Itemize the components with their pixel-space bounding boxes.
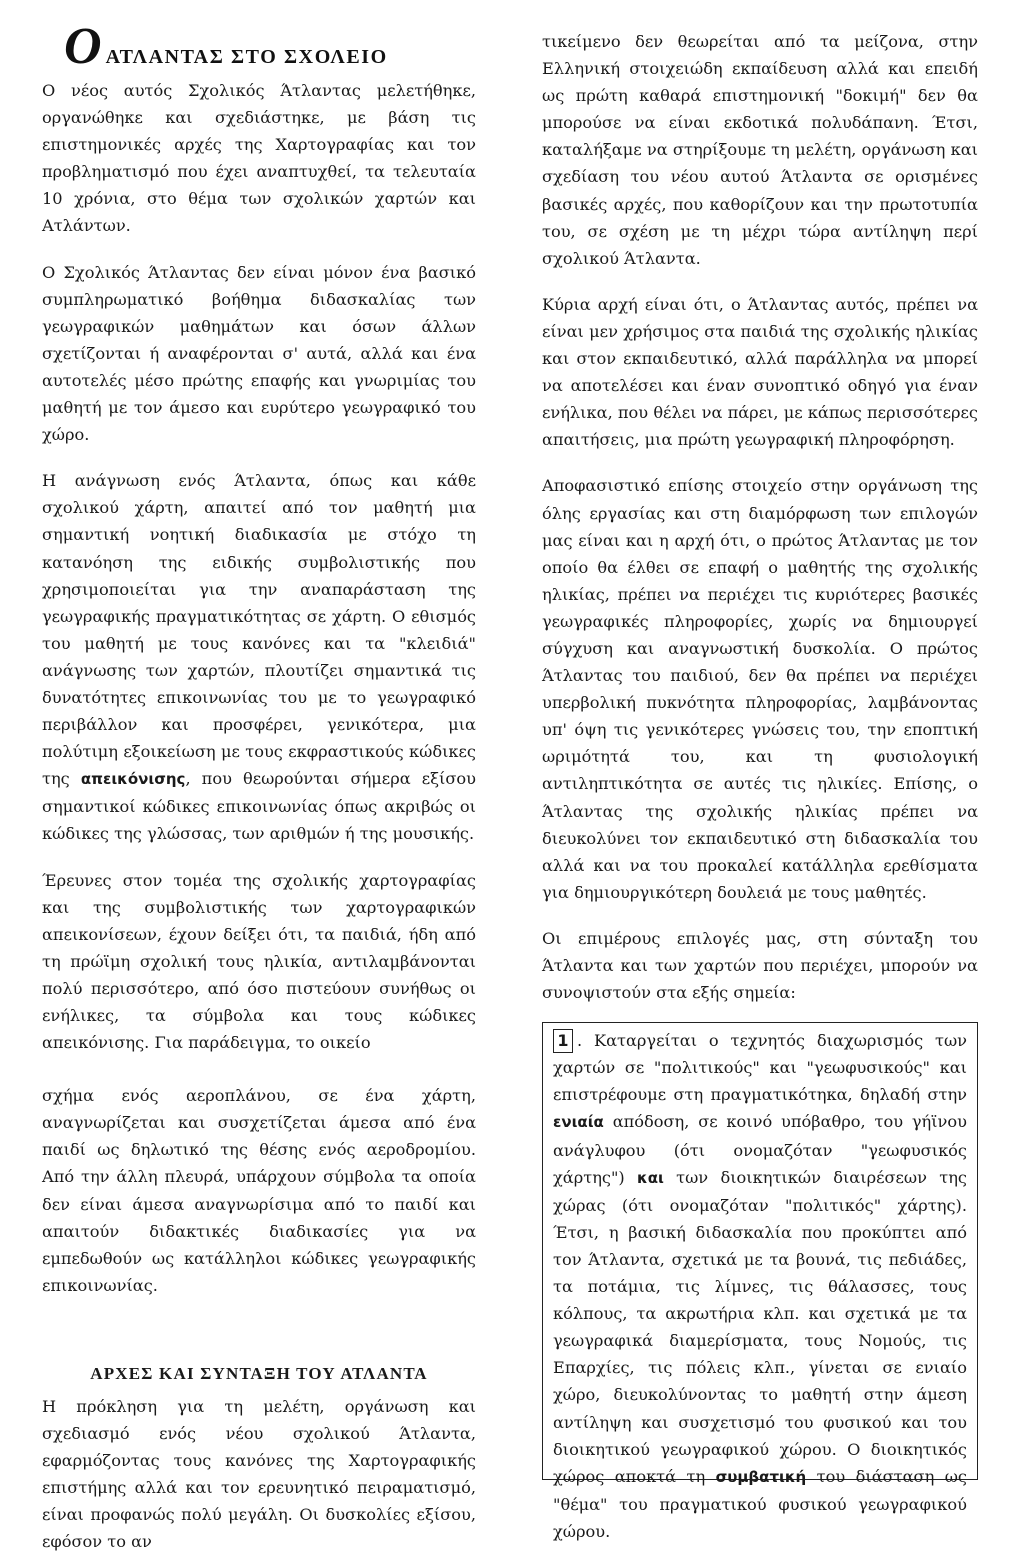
emphasis-apeikonisis: απεικόνισης <box>80 770 186 789</box>
left-column <box>42 0 476 1556</box>
point-1-part2: απόδοση, σε κοινό υπόβαθρο, του γήϊνου ανάγλυφου (ότι ονομαζόταν "γεωφυσικός χάρτης") <box>553 1112 967 1187</box>
emphasis-symvatiki: συμβατική <box>715 1467 807 1486</box>
paragraph-symbols: σχήμα ενός αεροπλάνου, σε ένα χάρτη, αναγνωρίζεται και συσχετίζεται άμεσα από ένα παιδί ως δηλωτικό της θέσης ενός αεροδρομίου. Από την άλλη πλευρά, υπάρχουν σύμβολα τα οποία δεν είναι άμεσα αναγνωρίσιμα από το παιδί και απαιτούν διδακτικές διαδικασίες για να εμπεδωθούν ως κατάλληλοι κώδικες γεωγραφικής επικοινωνίας. <box>42 1086 476 1295</box>
point-number-badge: 1 <box>553 1029 573 1053</box>
paragraph-research: Έρευνες στον τομέα της σχολικής χαρτογραφίας και της συμβολιστικής των χαρτογραφικών απεικονίσεων, έχουν δείξει ότι, τα παιδιά, ήδη από τη πρώϊμη σχολική τους ηλικία, αντιλαμβάνονται πολύ περισσότερο, από όσο πιστεύουν συνήθως οι ενήλικες, τα σύμβολα και τους κώδικες απεικόνισης. Για παράδειγμα, το οικείο <box>42 870 476 1053</box>
paragraph-main-principle: Κύρια αρχή είναι ότι, ο Άτλαντας αυτός, πρέπει να είναι μεν χρήσιμος στα παιδιά της σχολικής ηλικίας και στον εκπαιδευτικό, αλλά παράλληλα να μπορεί να αποτελέσει και έναν συνοπτικό οδηγό για έναν ενήλικα, που θέλει να πάρει, με κάπως περισσότερες απαιτήσεις, μια πρώτη γεωγραφική πληροφόρηση. <box>542 294 978 450</box>
paragraph-reading <box>42 467 476 847</box>
point-1-text <box>553 1027 967 1545</box>
point-1-part4: του διάσταση ως "θέμα" του πραγματικού φυσικού γεωγραφικού χώρου. <box>553 1466 967 1541</box>
point-1-part1: . Καταργείται ο τεχνητός διαχωρισμός των χαρτών σε "πολιτικούς" και "γεωφυσικούς" και επιστρέφουμε στη πραγματικότηκα, δηλαδή στην <box>553 1031 967 1105</box>
paragraph-reading-tail: , που θεωρούνται σήμερα εξίσου σημαντικοί κώδικες επικοινωνίας όπως ακριβώς οι κώδικες της γλώσσας, των αριθμών ή της μουσικής. <box>42 769 476 844</box>
paragraph-choices: Οι επιμέρους επιλογές μας, στη σύνταξη του Άτλαντα και των χαρτών που περιέχει, μπορούν να συνοψιστούν στα εξής σημεία: <box>542 928 978 1003</box>
paragraph-decisive-element: Αποφασιστικό επίσης στοιχείο στην οργάνωση της όλης εργασίας και στη διαμόρφωση των επιλογών μας είναι και η αρχή ότι, ο πρώτος Άτλαντας με τον οποίο θα έλθει σε επαφή ο μαθητής της σχολικής ηλικίας, πρέπει να περιέχει τις κυριότερες βασικές γεωγραφικές πληροφορίες, χωρίς να δημιουργεί σύγχυση και αναγνωστική δυσκολία. Ο πρώτος Άτλαντας του παιδιού, δεν θα πρέπει να περιέχει υπερβολική πυκνότητα πληροφορίας, λαμβάνοντας υπ' όψη τις γενικότερες γνώσεις του, την εποπτική ωριμότητά του, και τη φυσιολογική αντιληπτικότητα σε αυτές τις ηλικίες. Επίσης, ο Άτλαντας της σχολικής ηλικίας πρέπει να διευκολύνει τον εκπαιδευτικό στη διδασκαλία του αλλά και να του προκαλεί κατάλληλα ερεθίσματα για δημιουργικότερη δουλειά με τους μαθητές. <box>542 476 978 902</box>
emphasis-kai: και <box>637 1168 664 1187</box>
paragraph-purpose: Ο Σχολικός Άτλαντας δεν είναι μόνον ένα βασικό συμπληρωματικό βοήθημα διδασκαλίας των γεωγραφικών μαθημάτων και όσων άλλων σχετίζονται ή αναφέρονται σ' αυτά, αλλά και ένα αυτοτελές μέσο πρώτης επαφής και γνωριμίας του μαθητή με τον άμεσο και ευρύτερο γεωγραφικό του χώρο. <box>42 262 476 445</box>
paragraph-challenge: Η πρόκληση για τη μελέτη, οργάνωση και σχεδιασμό ενός νέου σχολικού Άτλαντα, εφαρμόζοντας τους κανόνες της Χαρτογραφικής επιστήμης αλλά και τον ερευνητικό πειραματισμό, είναι προφανώς πολύ μεγάλη. Οι δυσκολίες εξίσου, εφόσον το αν <box>42 1396 476 1552</box>
point-1-part3: των διοικητικών διαιρέσεων της χώρας (ότι ονομαζόταν "πολιτικός" χάρτης). Έτσι, η βασική διδασκαλία που προκύπτει από τον Άτλαντα, σχετικά με τα βουνά, τις πεδιάδες, τα ποτάμια, τις λίμνες, τις θάλασσες, τους κόλπους, τα ακρωτήρια κλπ. και σχετικά με τα γεωγραφικά διαμερίσματα, τους Νομούς, τις Επαρχίες, τις πόλεις κλπ., γίνεται σε ενιαίο χώρο, διευκολύνοντας το μαθητή στην άμεση αντίληψη και συσχετισμό του φυσικού και του διοικητικού γεωγραφικού χώρου. Ο διοικητικός χώρος αποκτά τη <box>553 1167 967 1486</box>
page-title <box>64 18 476 75</box>
emphasis-eniaia: ενιαία <box>553 1113 604 1132</box>
point-1-box <box>542 1022 978 1541</box>
title-text: ΑΤΛΑΝΤΑΣ ΣΤΟ ΣΧΟΛΕΙΟ <box>105 46 388 68</box>
right-column <box>542 0 978 1541</box>
paragraph-continuation: τικείμενο δεν θεωρείται από τα μείζονα, στην Ελληνική στοιχειώδη εκπαίδευση αλλά και επειδή ως πρώτη καθαρά επιστημονική "δοκιμή" δεν θα μπορούσε να είναι εκδοτικά πολυδάπανη. Έτσι, καταλήξαμε να στηρίξουμε τη μελέτη, οργάνωση και σχεδίαση του νέου αυτού Άτλαντα σε ορισμένες βασικές αρχές, που καθορίζουν και την πρωτοτυπία του, σε σχέση με τη μέχρι τώρα αντίληψη περί σχολικού Άτλαντα. <box>542 32 978 268</box>
title-initial: O <box>64 18 102 75</box>
paragraph-reading-text: Η ανάγνωση ενός Άτλαντα, όπως και κάθε σχολικού χάρτη, απαιτεί από τον μαθητή μια σημαντική νοητική διαδικασία με στόχο τη κατανόηση της ειδικής συμβολιστικής που χρησιμοποιείται για την αναπαράσταση της γεωγραφικής πραγματικότητας σε χάρτη. Ο εθισμός του μαθητή με τους κανόνες και τα "κλειδιά" ανάγνωσης των χαρτών, πλουτίζει σημαντικά τις δυνατότητες επικοινωνίας του με το γεωγραφικό περιβάλλον και προσφέρει, γενικότερα, μια πολύτιμη εξοικείωση με τους εκφραστικούς κώδικες της <box>42 471 476 789</box>
section-title: ΑΡΧΕΣ ΚΑΙ ΣΥΝΤΑΞΗ ΤΟΥ ΑΤΛΑΝΤΑ <box>90 1363 428 1383</box>
paragraph-intro: Ο νέος αυτός Σχολικός Άτλαντας μελετήθηκε, οργανώθηκε και σχεδιάστηκε, με βάση τις επιστημονικές αρχές της Χαρτογραφίας και τον προβληματισμό που έχει αναπτυχθεί, τα τελευταία 10 χρόνια, στο θέμα των σχολικών χαρτών και Ατλάντων. <box>42 81 476 236</box>
